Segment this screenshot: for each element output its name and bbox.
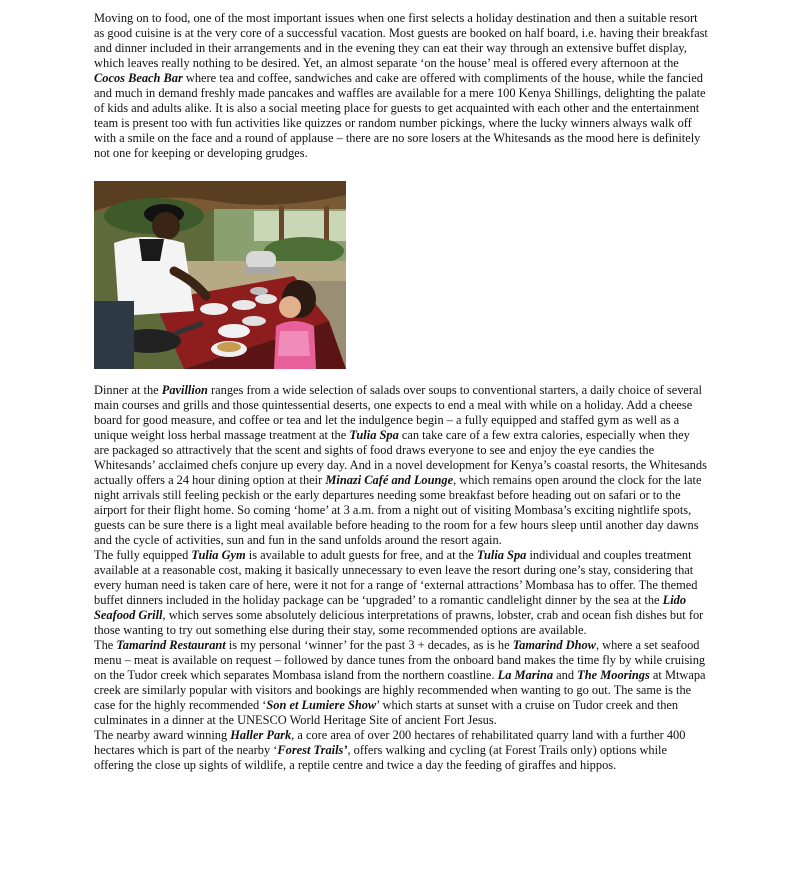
venue-minazi-cafe: Minazi Café and Lounge (325, 473, 454, 487)
photo-illustration (94, 181, 346, 369)
paragraph-tamarind: The Tamarind Restaurant is my personal ‘winner’ for the past 3 + decades, as is he Tamarind Dhow, where a set seafood menu – meat is available on request – followed by dance tunes from the onboard band makes the time fly by while cruising on the Tudor creek which separates Mombasa island from the northern coastline. La Marina and The Moorings at Mtwapa creek are similarly popular with visitors and bookings are highly recommended when wanting to go out. The same is the case for the highly recommended ‘Son et Lumiere Show’ which starts at sunset with a cruise on Tudor creek and then culminates in a dinner at the UNESCO World Heritage Site of ancient Fort Jesus. (94, 638, 706, 727)
paragraph-dinner-pavillion: Dinner at the Pavillion ranges from a wide selection of salads over soups to conventional starters, a daily choice of several main courses and grills and those quintessential deserts, one expects to end a meal with while on a holiday. Add a cheese board for good measure, and coffee or tea and let the indulgence begin – a fully equipped and staffed gym as well as a unique weight loss herbal massage treatment at the Tulia Spa can take care of a few extra calories, especially when they are packaged so attractively that the scent and sights of food draws everyone to see and enjoy the eye candies the Whitesands’ acclaimed chefs conjure up every day. And in a novel development for Kenya’s coastal resorts, the Whitesands actually offers a 24 hour dining option at their Minazi Café and Lounge, which remains open around the clock for the late night arrivals still feeling peckish or the early departures needing some breakfast before heading out on safari or to the airport for their flight home. So coming ‘home’ at 3 a.m. from a night out of visiting Mombasa’s exciting nightlife spots, guests can be sure there is a light meal available before heading to the room for a few hours sleep until another day dawns and the cycle of activities, sun and fun in the sand unfolds around the resort again. (94, 383, 707, 547)
venue-the-moorings: The Moorings (577, 668, 650, 682)
paragraph-food-intro: Moving on to food, one of the most important issues when one first selects a holiday destination and then a suitable resort as good cuisine is at the very core of a successful vacation. Most guests are booked on half board, i.e. having their breakfast and dinner included in their arrangements and in the evening they can eat their way through an extensive buffet display, which leaves really nothing to be desired. Yet, an almost separate ‘on the house’ meal is offered every afternoon at the Cocos Beach Bar where tea and coffee, sandwiches and cake are offered with compliments of the house, while the fancied and much in demand freshly made pancakes and waffles are available for a mere 100 Kenya Shillings, delighting the palate of kids and adults alike. It is also a social meeting place for guests to get acquainted with each other and the entertainment team is present too with fun activities like quizzes or random number pickings, where the lucky winners always walk off with a smile on the face and a round of applause – there are no sore losers at the Whitesands as the mood here is definitely not one for keeping or developing grudges. (94, 11, 708, 160)
venue-la-marina: La Marina (497, 668, 554, 682)
paragraph-gym-spa: The fully equipped Tulia Gym is available to adult guests for free, and at the Tulia Spa individual and couples treatment available at a reasonable cost, making it basically unnecessary to even leave the resort during one’s stay, considering that every human need is taken care of here, were it not for a range of ‘external attractions’ Mombasa has to offer. The themed buffet dinners included in the holiday package can be ‘upgraded’ to a romantic candlelight dinner by the sea at the Lido Seafood Grill, which serves some absolutely delicious interpretations of prawns, lobster, crab and ocean fish dishes but for those wanting to try out something else during their stay, some recommended options are available. (94, 548, 704, 637)
venue-lido-seafood-grill: Lido Seafood Grill (94, 593, 687, 622)
venue-cocos-beach-bar: Cocos Beach Bar (94, 71, 183, 85)
paragraph-haller-park: The nearby award winning Haller Park, a core area of over 200 hectares of rehabilitated quarry land with a further 400 hectares which is part of the nearby ‘Forest Trails’, offers walking and cycling (at Forest Trails only) options while offering the close up sights of wildlife, a reptile centre and twice a day the feeding of giraffes and hippos. (94, 728, 686, 772)
article-body (94, 11, 708, 773)
venue-son-et-lumiere: Son et Lumiere Show (266, 698, 377, 712)
venue-tamarind-restaurant: Tamarind Restaurant (116, 638, 226, 652)
venue-tulia-spa-2: Tulia Spa (476, 548, 527, 562)
venue-forest-trails: Forest Trails’ (277, 743, 348, 757)
venue-haller-park: Haller Park (230, 728, 292, 742)
chef-serving-girl-photo (94, 181, 346, 369)
venue-tulia-spa: Tulia Spa (349, 428, 399, 442)
venue-tamarind-dhow: Tamarind Dhow (512, 638, 596, 652)
venue-pavillion: Pavillion (161, 383, 208, 397)
venue-tulia-gym: Tulia Gym (191, 548, 246, 562)
